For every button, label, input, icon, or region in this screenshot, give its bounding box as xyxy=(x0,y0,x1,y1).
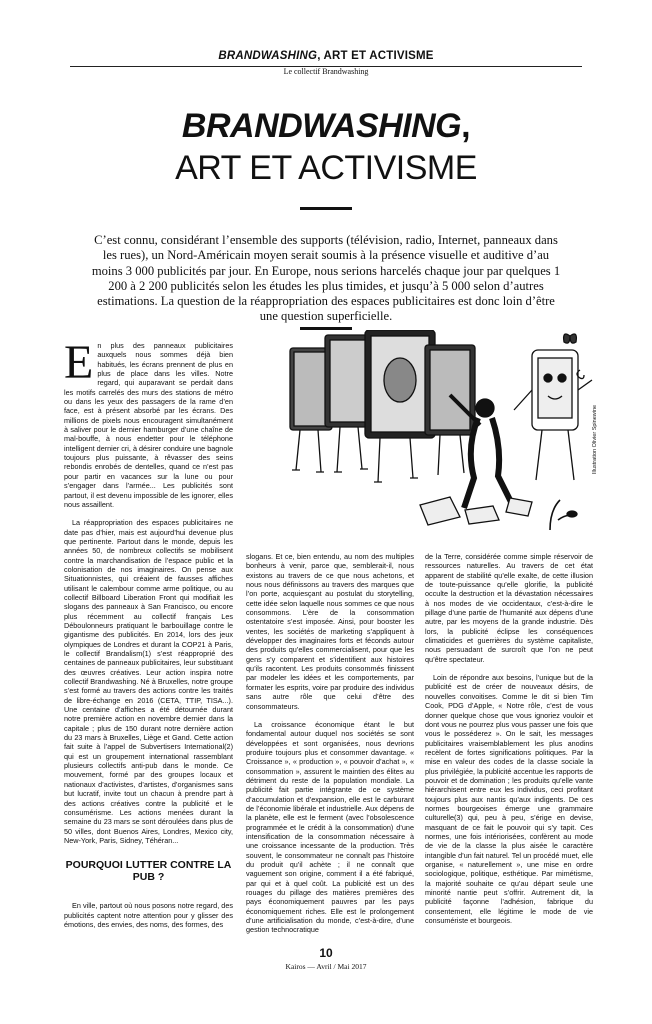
running-title: BRANDWASHING, ART ET ACTIVISME xyxy=(218,50,434,62)
article-lead: C’est connu, considérant l’ensemble des supports (télévision, radio, Internet, panneaux dans les rues), un Nord-Américain moyen serait soumis à la présence visuelle et auditive d’au moins 3 000 publicités par jour. En Europe, nous serions harcelés chaque jour par quelques 1 200 à 2 200 publicités selon les études les plus timides, et jusqu’à 5 000 selon d’autres estimations. La question de la réappropriation des espaces publicitaires est donc loin d’être une question superficielle. xyxy=(91,233,561,324)
illustration-credit: Illustration Olivier Spinewine xyxy=(592,404,598,474)
footer: Kairos — Avril / Mai 2017 xyxy=(285,962,367,971)
col2-paragraph-2: La croissance économique étant le but fondamental autour duquel nos sociétés se sont développées et sont organisées, nous devrions produire toujours plus et consommer davantage. « Croissance », « production », « pouvoir d’achat », « consommation », assurent le maintien des élites au détriment du reste de la population mondiale. La publicité fait partie intégrante de ce système d’accumulation et d’expansion, elle est le carburant de l’économie libérale et industrielle. Aux dépens de la planète, elle est le ferment (avec l’obsolescence programmée et le crédit à la consommation) d’une intensification de la consommation nécessaire à une croissance incessante de la production. Très souvent, le consommateur ne connaît pas l’histoire du produit qu’il achète ; il ne connaît que vaguement son origine, comment il a été fabriqué, par qui et à quel coût. La publicité est un des rouages du pillage des matières premières des pays économiquement pauvres par les pays économiquement riches. Elle est le prolongement d’une artificialisation du monde, c’est-à-dire, d’une gestion technocratique xyxy=(246,719,414,935)
col3-paragraph-1: de la Terre, considérée comme simple réservoir de ressources naturelles. Au travers de cet état apparent de stabilité qu’elle exalte, de cette illusion de toute-puissance qu’elle glorifie, la publicité occulte la destruction et la dévastation nécessaires à nos modes de vie occidentaux, c’est-à-dire le pillage d’une partie de l’humanité aux dépens d’une autre, par les moyens de la grande industrie. Dès lors, la publicité éclipse les conséquences climaticides et guerrières du système capitaliste, nous persuadant de surcroît que l’on ne peut qu’être spectateur. xyxy=(425,552,593,664)
col2-paragraph-1: slogans. Et ce, bien entendu, au nom des multiples bonheurs à venir, parce que, semblerait-il, nous existons au travers de ce que nous achetons, et nous nous définissons au travers des marques que l’on porte, acquiesçant au postulat du storytelling, cette idée selon laquelle nous sommes ce que nous consommons. L’ère de la consommation ostentatoire s’est imposée. Ainsi, pour booster les ventes, les sociétés de marketing s’appliquent à développer des imaginaires forts et féconds autour des produits qu’elles commercialisent, pour que les gens s’y comparent et s’identifient aux histoires qu’ils racontent. Les produits consommés finissent par modeler les idées et les comportements, par formater les esprits, voire par produire des individus sans autre rôle que celui d’être des consommateurs. xyxy=(246,552,414,711)
col1-paragraph-1: n plus des panneaux publicitaires auxquels nous sommes déjà bien habitués, les écrans prennent de plus en plus de place dans les villes. Notre regard, qui auparavant se perdait dans les motifs carrelés des murs des stations de métro ou dans les yeux des passagers de la rame d’en face, est à présent absorbé par les écrans. Des millions de pixels nous encouragent simultanément à saliver pour le dernier hamburger d’une chaîne de mal-bouffe, à nous endetter pour le téléphone intelligent dernier cri, à désirer conduire une bagnole toujours plus puissante, à rêvasser des seins rebondis enrobés de dentelles, quand ce n’est pas pour partir en vacances sur la lune ou pour s’engager dans l’armée... Les publicités sont partout, il est devenu impossible de les ignorer, elles nous assaillent. xyxy=(64,341,233,509)
page-number: 10 xyxy=(319,946,333,960)
col3-paragraph-2: Loin de répondre aux besoins, l’unique but de la publicité est de créer de nouveaux désirs, de nouvelles convoitises. Comme le dit si bien Tim Cook, PDG d’Apple, « Notre rôle, c’est de vous donner quelque chose que vous ignoriez vouloir et dont vous ne pourrez plus vous passer une fois que vous le posséderez ». On le sait, les messages publicitaires vraisemblablement les plus anodins recèlent de fortes significations politiques. Par la mise en valeur des codes de la classe sociale la plus privilégiée, la publicité accentue les rapports de pouvoir et de domination ; les produits qu’elle vante hiérarchisent entre eux les individus, ceci profitant toujours plus aux nantis qu’aux indigents. De ces normes bourgeoises émerge une grammaire culturelle(3) qui, peu à peu, s’érige en devise, masquant de ce fait le pouvoir qui s’y tapit. Ces normes, une fois intériorisées, confèrent au mode de vie de la classe la plus aisée le caractère intangible d’un fait naturel. Tel un procédé muet, elle organise, « naturellement », une mise en ordre sociologique, politique, esthétique. Par mimétisme, la majorité souhaite ce qu’au départ seule une minorité nantie peut s’offrir. Autrement dit, la publicité façonne l’adhésion, fabrique du consentement, elle légitime le mode de vie consumériste et bourgeois. xyxy=(425,673,593,926)
drop-cap: E xyxy=(64,336,94,389)
title-rule xyxy=(300,207,352,210)
col1-paragraph-3: En ville, partout où nous posons notre regard, des publicités captent notre attention pour y glisser des émotions, des envies, des noms, des formes, des xyxy=(64,901,233,929)
column-1 xyxy=(64,336,233,938)
running-subtitle: Le collectif Brandwashing xyxy=(283,67,369,76)
col1-paragraph-2: La réappropriation des espaces publicitaires ne date pas d’hier, mais est aujourd’hui devenue plus que pertinente. Partout dans le monde, depuis les années 50, de nombreux collectifs se mobilisent contre la marchandisation de l’espace public et la colonisation de nos imaginaires. On pense aux Situationnistes, qui créaient de fausses affiches utilisant le calembour comme arme politique, ou au collectif Billboard Liberation Front qui modifiait les slogans des panneaux à San Francisco, ou encore plus récemment au collectif français Les Déboulonneurs pratiquant le barbouillage contre le gigantisme des publicités. En 2014, lors des jeux olympiques de Londres et durant la COP21 à Paris, le collectif Brandalism(1) s’est réapproprié des centaines de panneaux publicitaires, leur substituant des œuvres créatives. Leur action inspira notre collectif Brandwashing. Né à Bruxelles, notre groupe s’est formé au travers des actions contre les traités de libre-échange en 2016 (CETA, TTIP, TISA...). Une centaine d’affiches a été détournée durant notre première action en novembre dernier dans la capitale ; plus de 150 durant notre dernière action du 23 mars à Bruxelles, Liège et Gand. Cette action fait suite à l’appel de Subvertisers International(2) qui est un groupement international rassemblant plusieurs collectifs anti-pub dans le monde. Ce mouvement, formé par des groupes locaux et nationaux d’activistes, d’artistes, d’organismes sans but lucratif, invite tout un chacun à prendre part à des actions créatives contre la publicité et le consumérisme. Les actions menées durant la semaine du 23 mars se sont déroulées dans plus de 50 villes, dont Buenos Aires, Londres, Mexico city, New-York, Paris, Sidney, Téhéran... xyxy=(64,518,233,845)
column-3 xyxy=(425,552,593,934)
article-title: BRANDWASHING, ART ET ACTIVISME xyxy=(175,107,477,187)
article-illustration xyxy=(270,330,600,538)
section-subheading: POURQUOI LUTTER CONTRE LA PUB ? xyxy=(65,859,232,884)
column-2 xyxy=(246,552,414,944)
